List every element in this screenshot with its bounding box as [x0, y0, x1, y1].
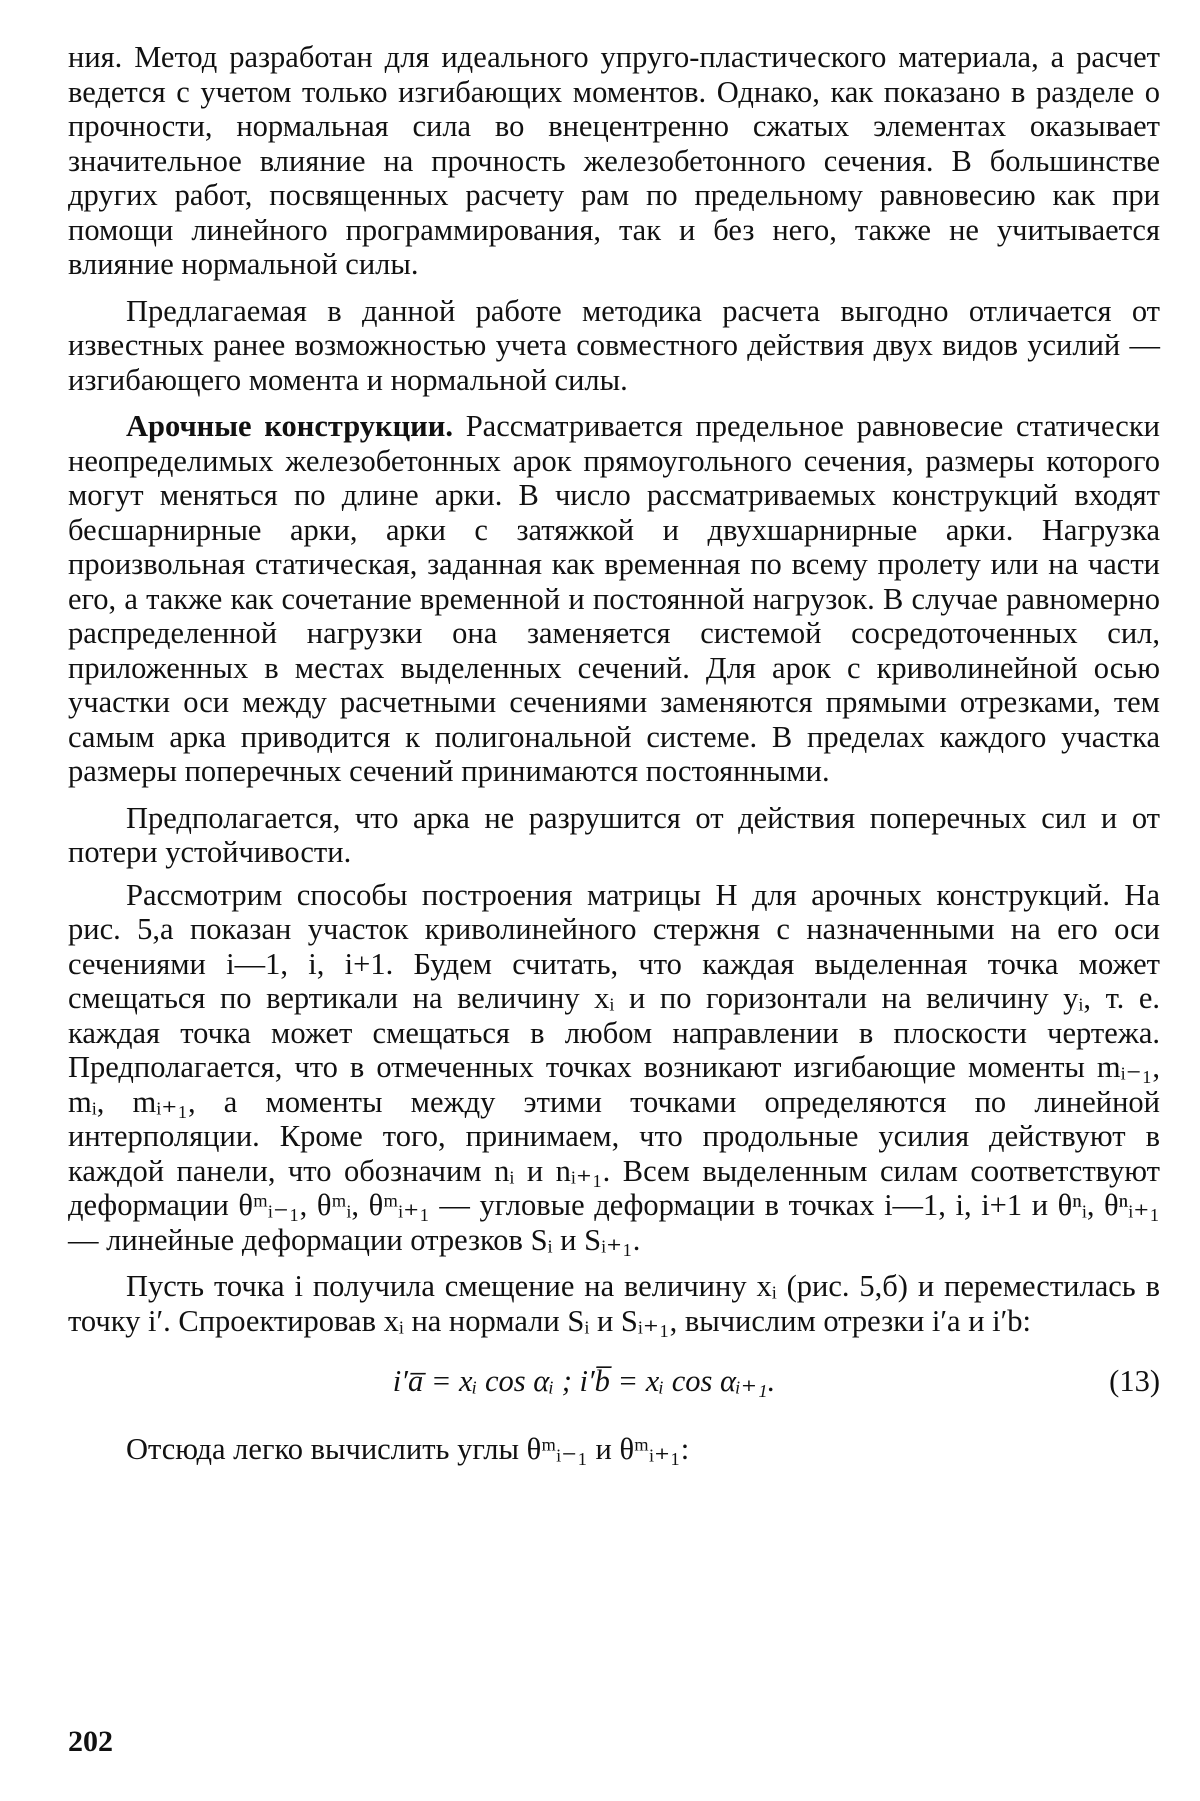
page-body: [68, 40, 1160, 1467]
paragraph-matrix-h: Рассмотрим способы построения матрицы H для арочных конструкций. На рис. 5,а показан участок криволинейного стержня с назначенными на его оси сечениями i—1, i, i+1. Будем считать, что каждая выделенная точка может смещаться по вертикали на величину xᵢ и по горизонтали на величину yᵢ, т. е. каждая точка может смещаться в любом направлении в плоскости чертежа. Предполагается, что в отмеченных точках возникают изгибающие моменты mᵢ₋₁, mᵢ, mᵢ₊₁, а моменты между этими точками определяются по линейной интерполяции. Кроме того, принимаем, что продольные усилия действуют в каждой панели, что обозначим nᵢ и nᵢ₊₁. Всем выделенным силам соответствуют деформации θᵐᵢ₋₁, θᵐᵢ, θᵐᵢ₊₁ — угловые деформации в точках i—1, i, i+1 и θⁿᵢ, θⁿᵢ₊₁ — линейные деформации отрезков Sᵢ и Sᵢ₊₁.: [68, 877, 1160, 1257]
paragraph-assumption: Предполагается, что арка не разрушится от действия поперечных сил и от потери устойчивости.: [68, 800, 1160, 869]
paragraph-arch-text: Рассматривается предельное равновесие статически неопределимых железобетонных арок прямоугольного сечения, размеры которого могут меняться по длине арки. В число рассматриваемых конструкций входят бесшарнирные арки, арки с затяжкой и двухшарнирные арки. Нагрузка произвольная статическая, заданная как временная по всему пролету или на части его, а также как сочетание временной и постоянной нагрузок. В случае равномерно распределенной нагрузки она заменяется системой сосредоточенных сил, приложенных в местах выделенных сечений. Для арок с криволинейной осью участки оси между расчетными сечениями заменяются прямыми отрезками, тем самым арка приводится к полигональной системе. В пределах каждого участка размеры поперечных сечений принимаются постоянными.: [68, 409, 1160, 788]
paragraph-angles: Отсюда легко вычислить углы θᵐᵢ₋₁ и θᵐᵢ₊₁:: [126, 1432, 690, 1466]
formula-13: [68, 1364, 1160, 1406]
formula-number: (13): [1109, 1364, 1160, 1398]
paragraph-method: Предлагаемая в данной работе методика расчета выгодно отличается от известных ранее возможностью учета совместного действия двух видов усилий — изгибающего момента и нормальной силы.: [68, 293, 1160, 397]
paragraph-displacement: Пусть точка i получила смещение на величину xᵢ (рис. 5,б) и переместилась в точку i′. Спроектировав xᵢ на нормали Sᵢ и Sᵢ₊₁, вычислим отрезки i′a и i′b:: [68, 1269, 1160, 1338]
paragraph-arch-constructions: [68, 409, 1160, 789]
section-heading-arch: Арочные конструкции.: [126, 409, 453, 443]
formula-text: i′a̅ = xᵢ cos αᵢ ; i′b̅ = xᵢ cos αᵢ₊₁.: [392, 1364, 776, 1398]
page-number: 202: [68, 1725, 113, 1758]
paragraph-intro: ния. Метод разработан для идеального упруго-пластического материала, а расчет ведется с учетом только изгибающих моментов. Однако, как показано в разделе о прочности, нормальная сила во внецентренно сжатых элементах оказывает значительное влияние на прочность железобетонного сечения. В большинстве других работ, посвященных расчету рам по предельному равновесию как при помощи линейного программирования, так и без него, также не учитывается влияние нормальной силы.: [68, 40, 1160, 281]
